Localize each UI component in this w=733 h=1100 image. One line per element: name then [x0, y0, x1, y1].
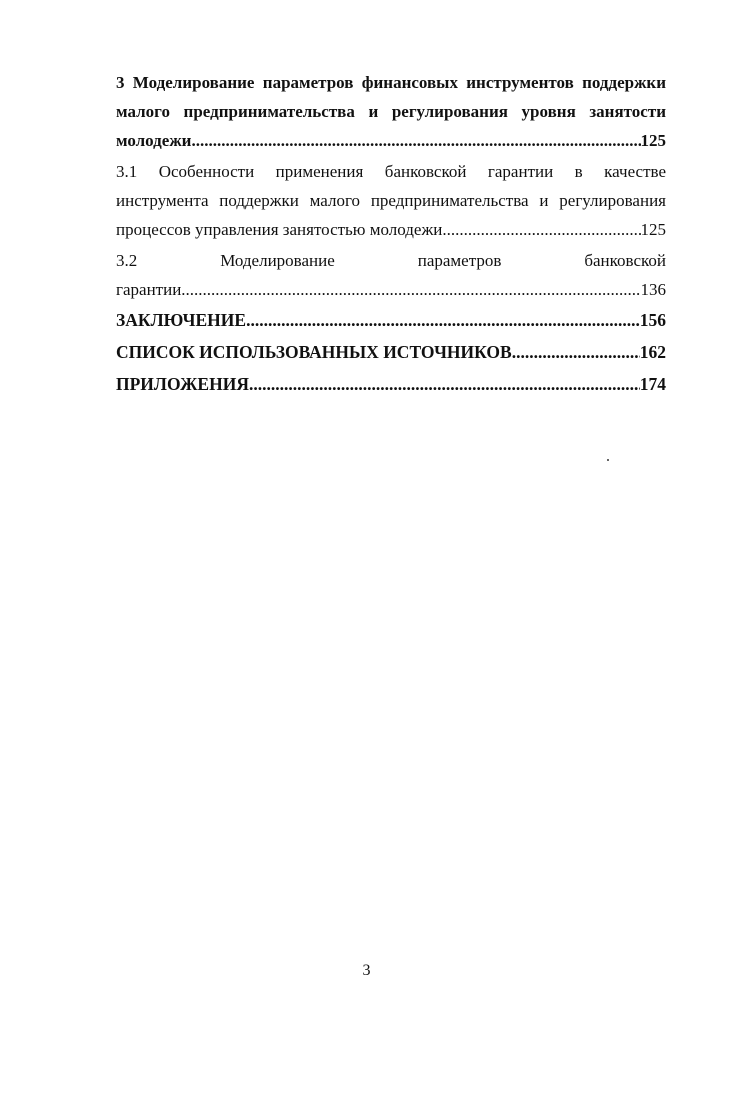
dot-leader [246, 304, 640, 336]
dot-leader [249, 368, 640, 400]
toc-references-title: СПИСОК ИСПОЛЬЗОВАННЫХ ИСТОЧНИКОВ [116, 342, 512, 362]
dot-leader [442, 215, 640, 244]
toc-section-3-2-line-2 [116, 275, 666, 304]
toc-section-3-2-line-1: 3.2 Моделирование параметров банковской [116, 251, 666, 270]
toc-chapter-3-line-2: малого предпринимательства и регулирования уровня занятости [116, 102, 666, 121]
scan-speck [607, 459, 609, 461]
toc-appendices-page: 174 [639, 374, 666, 394]
toc-conclusion-page: 156 [639, 310, 666, 330]
dot-leader [512, 336, 640, 368]
toc-section-3-1-line-2: инструмента поддержки малого предпринимательства и регулирования [116, 191, 666, 210]
toc-chapter-3-title-end: молодежи [116, 131, 192, 150]
toc-section-3-1-page: 125 [640, 220, 666, 239]
toc-chapter-3-page: 125 [640, 131, 666, 150]
toc-entry-references [116, 336, 666, 368]
dot-leader [181, 275, 640, 304]
toc-entry-chapter-3 [116, 68, 666, 155]
toc-chapter-3-line-3 [116, 126, 666, 155]
toc-entry-section-3-1 [116, 157, 666, 244]
toc-entry-appendices [116, 368, 666, 400]
toc-chapter-3-line-1: 3 Моделирование параметров финансовых инструментов поддержки [116, 73, 666, 92]
table-of-contents [116, 68, 666, 400]
toc-entry-conclusion [116, 304, 666, 336]
toc-section-3-1-title-end: процессов управления занятостью молодежи [116, 220, 443, 239]
page-number: 3 [362, 962, 371, 979]
toc-section-3-2-page: 136 [640, 280, 666, 299]
toc-entry-section-3-2 [116, 246, 666, 304]
toc-references-page: 162 [639, 342, 666, 362]
toc-section-3-1-line-3 [116, 215, 666, 244]
toc-section-3-2-title-end: гарантии [116, 280, 182, 299]
dot-leader [191, 126, 640, 155]
toc-appendices-title: ПРИЛОЖЕНИЯ [116, 374, 249, 394]
toc-section-3-1-line-1: 3.1 Особенности применения банковской гарантии в качестве [116, 162, 666, 181]
toc-conclusion-title: ЗАКЛЮЧЕНИЕ [116, 310, 247, 330]
